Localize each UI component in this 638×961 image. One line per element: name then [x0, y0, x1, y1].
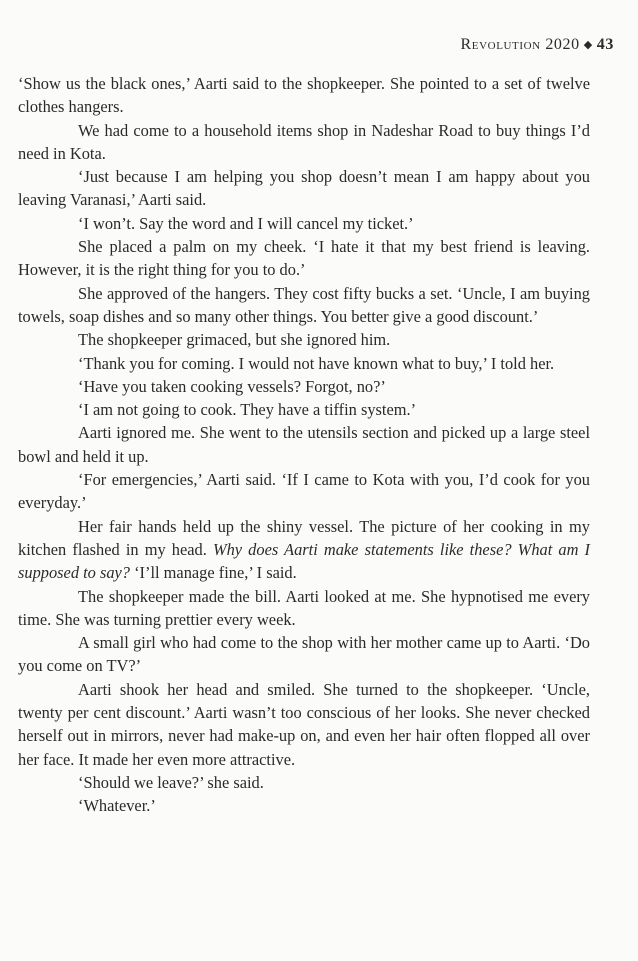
paragraph: ‘I won’t. Say the word and I will cancel my ticket.’	[78, 213, 414, 233]
paragraph: ‘Just because I am helping you shop doesn’t mean I am happy about you leaving Varanasi,’ Aarti said.	[18, 167, 590, 210]
paragraph-text: ‘I’ll manage fine,’ I said.	[130, 563, 297, 583]
italic-thought: Why does Aarti make statements like these? What am I supposed to say?	[18, 539, 591, 583]
body-text	[18, 72, 590, 818]
book-title: Revolution 2020	[460, 36, 580, 53]
paragraph: ‘Thank you for coming. I would not have known what to buy,’ I told her.	[78, 353, 555, 373]
paragraph: ‘Have you taken cooking vessels? Forgot, no?’	[78, 376, 386, 396]
paragraph: ‘Whatever.’	[78, 796, 156, 816]
paragraph-text: Her fair hands held up the shiny vessel. The picture of her cooking in my kitchen flashed in my head.	[18, 516, 590, 559]
paragraph: She approved of the hangers. They cost fifty bucks a set. ‘Uncle, I am buying towels, soap dishes and so many other things. You better give a good discount.’	[18, 283, 590, 326]
paragraph: She placed a palm on my cheek. ‘I hate it that my best friend is leaving. However, it is the right thing for you to do.’	[18, 237, 590, 280]
running-head	[461, 36, 614, 54]
paragraph: ‘Show us the black ones,’ Aarti said to the shopkeeper. She pointed to a set of twelve clothes hangers.	[18, 74, 590, 117]
paragraph	[18, 515, 590, 585]
paragraph: ‘For emergencies,’ Aarti said. ‘If I came to Kota with you, I’d cook for you everyday.’	[18, 470, 590, 513]
paragraph: The shopkeeper made the bill. Aarti looked at me. She hypnotised me every time. She was turning prettier every week.	[18, 586, 590, 629]
paragraph: The shopkeeper grimaced, but she ignored him.	[78, 330, 391, 350]
paragraph: Aarti shook her head and smiled. She turned to the shopkeeper. ‘Uncle, twenty per cent discount.’ Aarti wasn’t too conscious of her looks. She never checked herself out in mirrors, never had make-up on, and even her hair often flopped all over her face. It made her even more attractive.	[18, 679, 590, 769]
paragraph: Aarti ignored me. She went to the utensils section and picked up a large steel bowl and held it up.	[18, 423, 590, 466]
paragraph: ‘Should we leave?’ she said.	[78, 772, 264, 792]
paragraph: A small girl who had come to the shop with her mother came up to Aarti. ‘Do you come on TV?’	[18, 633, 590, 676]
paragraph: We had come to a household items shop in Nadeshar Road to buy things I’d need in Kota.	[18, 120, 590, 163]
diamond-separator-icon: ◆	[583, 39, 593, 51]
paragraph: ‘I am not going to cook. They have a tiffin system.’	[78, 400, 417, 420]
page-number: 43	[596, 36, 614, 53]
